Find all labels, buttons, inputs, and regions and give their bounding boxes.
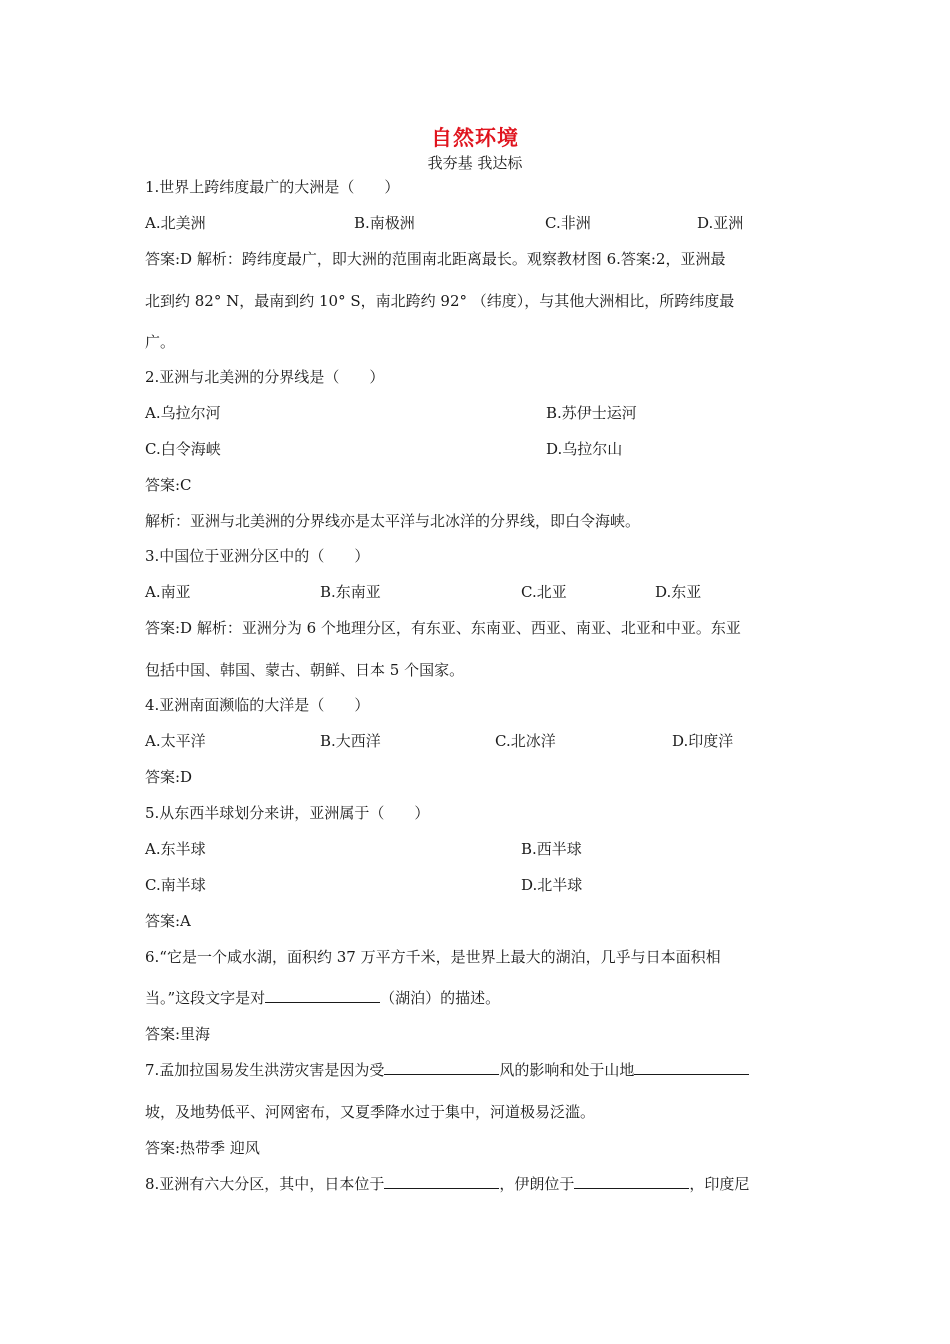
question-8-blank-2[interactable] (574, 1174, 689, 1189)
question-2-option-c: C.白令海峡 (145, 440, 221, 458)
question-5-stem: 5.从东西半球划分来讲，亚洲属于（ ） (145, 804, 430, 822)
question-2-option-a: A.乌拉尔河 (145, 404, 221, 422)
question-3-stem: 3.中国位于亚洲分区中的（ ） (145, 547, 370, 565)
question-5-answer: 答案:A (145, 912, 191, 930)
question-6-blank[interactable] (265, 988, 380, 1003)
question-4-option-c: C.北冰洋 (495, 732, 556, 750)
question-7-line-2: 坡，及地势低平、河网密布，又夏季降水过于集中，河道极易泛滥。 (145, 1103, 596, 1121)
question-1-stem: 1.世界上跨纬度最广的大洲是（ ） (145, 178, 400, 196)
question-6-text-after-blank: （湖泊）的描述。 (380, 989, 501, 1007)
question-1-option-b: B.南极洲 (354, 214, 415, 232)
question-6-text-before-blank: 当。”这段文字是对 (145, 989, 266, 1007)
question-8-blank-1[interactable] (384, 1174, 499, 1189)
question-1-answer-line-1: 答案:D 解析：跨纬度最广，即大洲的范围南北距离最长。观察教材图 6.答案:2，亚洲最 (145, 250, 726, 268)
question-3-answer-line-2: 包括中国、韩国、蒙古、朝鲜、日本 5 个国家。 (145, 661, 465, 679)
question-3-answer-line-1: 答案:D 解析：亚洲分为 6 个地理分区，有东亚、东南亚、西亚、南亚、北亚和中亚。东亚 (145, 619, 741, 637)
question-7-blank-1[interactable] (384, 1060, 499, 1075)
question-4-option-b: B.大西洋 (320, 732, 381, 750)
question-3-option-d: D.东亚 (655, 583, 702, 601)
question-8-text-part-3: ，印度尼 (689, 1175, 750, 1193)
question-4-option-d: D.印度洋 (672, 732, 734, 750)
question-5-option-d: D.北半球 (521, 876, 583, 894)
question-1-option-d: D.亚洲 (697, 214, 744, 232)
question-7-line-1 (145, 1060, 749, 1080)
question-6-line-1: 6.“它是一个咸水湖，面积约 37 万平方千米，是世界上最大的湖泊，几乎与日本面积相 (145, 948, 721, 966)
question-7-text-part-2: 风的影响和处于山地 (499, 1061, 635, 1079)
question-3-option-a: A.南亚 (145, 583, 191, 601)
question-7-blank-2[interactable] (634, 1060, 749, 1075)
question-2-analysis: 解析：亚洲与北美洲的分界线亦是太平洋与北冰洋的分界线，即白令海峡。 (145, 512, 641, 530)
question-6-answer: 答案:里海 (145, 1025, 211, 1043)
question-3-option-c: C.北亚 (521, 583, 567, 601)
question-5-option-a: A.东半球 (145, 840, 206, 858)
page-subtitle: 我夯基 我达标 (427, 154, 523, 172)
question-1-option-c: C.非洲 (545, 214, 591, 232)
question-2-answer: 答案:C (145, 476, 192, 494)
question-1-answer-line-2: 北到约 82° N，最南到约 10° S，南北跨约 92° （纬度），与其他大洲相比，所跨纬度最 (145, 292, 735, 310)
question-2-option-b: B.苏伊士运河 (546, 404, 637, 422)
question-8-line-1 (145, 1174, 749, 1194)
question-4-stem: 4.亚洲南面濒临的大洋是（ ） (145, 696, 370, 714)
question-7-text-part-1: 7.孟加拉国易发生洪涝灾害是因为受 (145, 1061, 385, 1079)
question-7-answer: 答案:热带季 迎风 (145, 1139, 260, 1157)
question-1-answer-line-3: 广。 (145, 333, 176, 351)
question-8-text-part-2: ，伊朗位于 (499, 1175, 575, 1193)
question-3-option-b: B.东南亚 (320, 583, 381, 601)
question-4-answer: 答案:D (145, 768, 193, 786)
question-6-line-2 (145, 988, 500, 1008)
question-5-option-c: C.南半球 (145, 876, 206, 894)
question-2-option-d: D.乌拉尔山 (546, 440, 623, 458)
question-2-stem: 2.亚洲与北美洲的分界线是（ ） (145, 368, 385, 386)
question-5-option-b: B.西半球 (521, 840, 582, 858)
question-4-option-a: A.太平洋 (145, 732, 206, 750)
question-8-text-part-1: 8.亚洲有六大分区，其中，日本位于 (145, 1175, 385, 1193)
question-1-option-a: A.北美洲 (145, 214, 206, 232)
page-title: 自然环境 (431, 125, 519, 150)
